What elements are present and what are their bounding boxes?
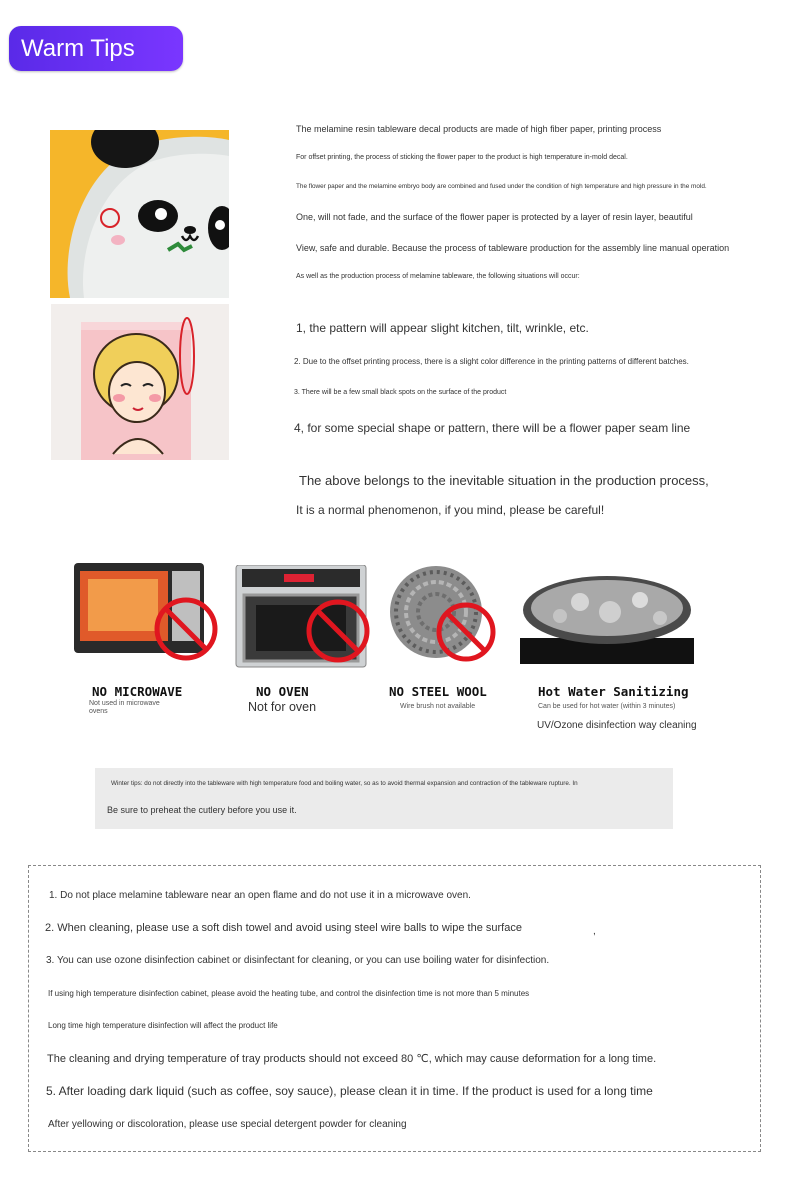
panda-plate-photo	[50, 130, 229, 298]
no-steel-wool-icon	[384, 562, 496, 666]
note-2: 2. When cleaning, please use a soft dish towel and avoid using steel wire balls to wipe the surface	[45, 922, 522, 934]
intro-line-1: The melamine resin tableware decal products are made of high fiber paper, printing process	[296, 124, 662, 134]
intro-line-2: For offset printing, the process of sticking the flower paper to the product is high temperature in-mold decal.	[296, 154, 628, 161]
note-7: 5. After loading dark liquid (such as coffee, soy sauce), please clean it in time. If the product is used for a long time	[46, 1084, 653, 1098]
hot-water-icon-box	[520, 572, 694, 664]
oven-warning	[234, 565, 370, 669]
conclusion-line-2: It is a normal phenomenon, if you mind, please be careful!	[296, 503, 605, 517]
situation-4: 4, for some special shape or pattern, there will be a flower paper seam line	[294, 421, 691, 435]
situation-3: 3. There will be a few small black spots on the surface of the product	[294, 389, 507, 396]
care-notes-box	[28, 865, 761, 1152]
microwave-warning	[70, 555, 222, 667]
winter-tips-box	[95, 768, 673, 829]
boiling-pot-icon	[520, 572, 694, 664]
warning-sub-microwave: Not used in microwave ovens	[89, 700, 160, 715]
conclusion-line-1: The above belongs to the inevitable situation in the production process,	[299, 473, 709, 488]
girl-cup-photo	[51, 304, 229, 460]
warning-sub-oven: Not for oven	[248, 700, 317, 714]
note-4: If using high temperature disinfection cabinet, please avoid the heating tube, and control the disinfection time is not more than 5 minutes	[48, 989, 530, 998]
warning-sub-hot-water: Can be used for hot water (within 3 minutes)	[538, 703, 676, 710]
intro-line-3: The flower paper and the melamine embryo body are combined and fused under the condition of high temperature and high pressure in the mold.	[296, 183, 707, 190]
warning-sub2-hot-water: UV/Ozone disinfection way cleaning	[537, 720, 697, 731]
situation-1: 1, the pattern will appear slight kitchen, tilt, wrinkle, etc.	[296, 321, 589, 335]
note-6: The cleaning and drying temperature of tray products should not exceed 80 ℃, which may cause deformation for a long time.	[47, 1053, 657, 1065]
warning-title-microwave: NO MICROWAVE	[92, 684, 183, 699]
no-microwave-icon	[70, 555, 222, 667]
panda-plate-illustration	[50, 130, 229, 298]
note-5: Long time high temperature disinfection will affect the product life	[48, 1021, 278, 1030]
warm-tips-badge: Warm Tips	[9, 26, 183, 71]
note-3: 3. You can use ozone disinfection cabinet or disinfectant for cleaning, or you can use boiling water for disinfection.	[46, 955, 550, 966]
note-2-stray-mark: ,	[593, 926, 596, 937]
intro-line-6: As well as the production process of melamine tableware, the following situations will occur:	[296, 273, 580, 280]
note-8: After yellowing or discoloration, please use special detergent powder for cleaning	[48, 1119, 407, 1130]
note-1: 1. Do not place melamine tableware near an open flame and do not use it in a microwave oven.	[49, 890, 471, 901]
winter-tips-line-2: Be sure to preheat the cutlery before you use it.	[107, 805, 297, 815]
intro-line-5: View, safe and durable. Because the process of tableware production for the assembly line manual operation	[296, 243, 730, 253]
no-oven-icon	[234, 565, 370, 669]
girl-cup-illustration	[51, 304, 229, 460]
winter-tips-line-1: Winter tips: do not directly into the tableware with high temperature food and boiling water, so as to avoid thermal expansion and contraction of the tableware rupture. In	[111, 780, 578, 787]
warning-title-hot-water: Hot Water Sanitizing	[538, 684, 689, 699]
steel-wool-warning	[384, 562, 496, 666]
intro-line-4: One, will not fade, and the surface of the flower paper is protected by a layer of resin layer, beautiful	[296, 212, 693, 222]
warning-sub-steel-wool: Wire brush not available	[400, 703, 476, 710]
warning-title-oven: NO OVEN	[256, 684, 309, 699]
warning-title-steel-wool: NO STEEL WOOL	[389, 684, 487, 699]
situation-2: 2. Due to the offset printing process, there is a slight color difference in the printing patterns of different batches.	[294, 357, 689, 366]
